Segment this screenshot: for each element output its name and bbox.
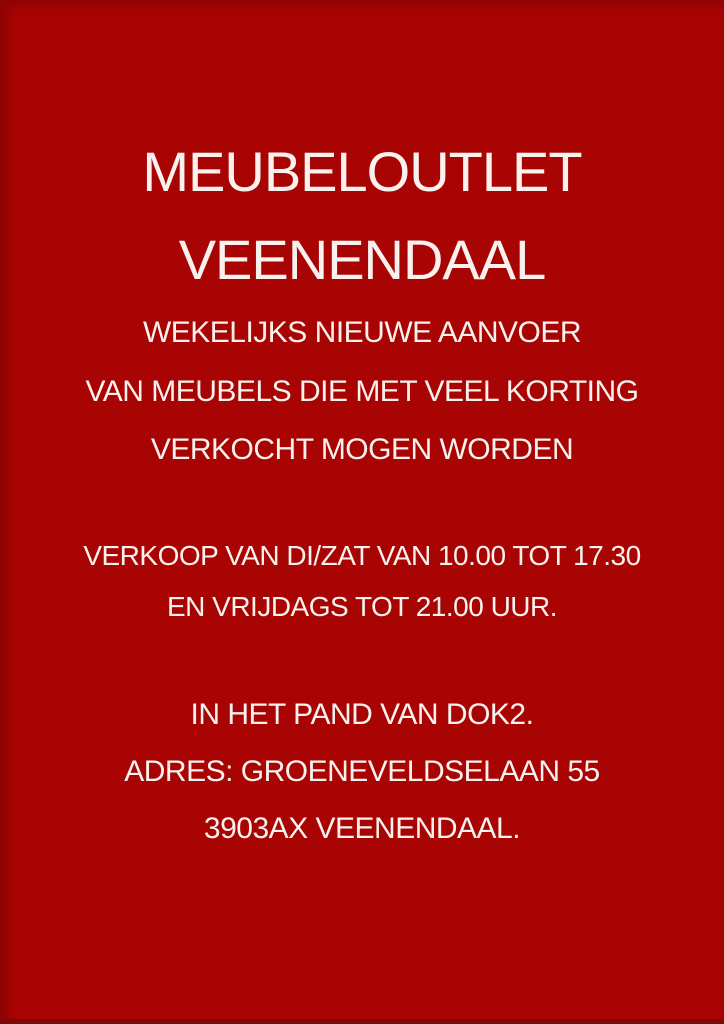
- opening-hours-line-1: VERKOOP VAN DI/ZAT VAN 10.00 TOT 17.30: [83, 540, 641, 571]
- poster-bottom-edge: [0, 1019, 724, 1024]
- intro-line-1: WEKELIJKS NIEUWE AANVOER: [142, 316, 582, 349]
- poster-title-line-1: MEUBELOUTLET: [142, 140, 582, 203]
- location-line-1: IN HET PAND VAN DOK2.: [190, 698, 534, 731]
- opening-hours-line-2: EN VRIJDAGS TOT 21.00 UUR.: [166, 591, 558, 622]
- intro-line-2: VAN MEUBELS DIE MET VEEL KORTING: [85, 375, 639, 408]
- poster-title-line-2: VEENENDAAL: [178, 228, 546, 291]
- address-line: ADRES: GROENEVELDSELAAN 55: [124, 755, 600, 788]
- postal-code-city-line: 3903AX VEENENDAAL.: [203, 812, 521, 845]
- intro-line-3: VERKOCHT MOGEN WORDEN: [150, 433, 574, 466]
